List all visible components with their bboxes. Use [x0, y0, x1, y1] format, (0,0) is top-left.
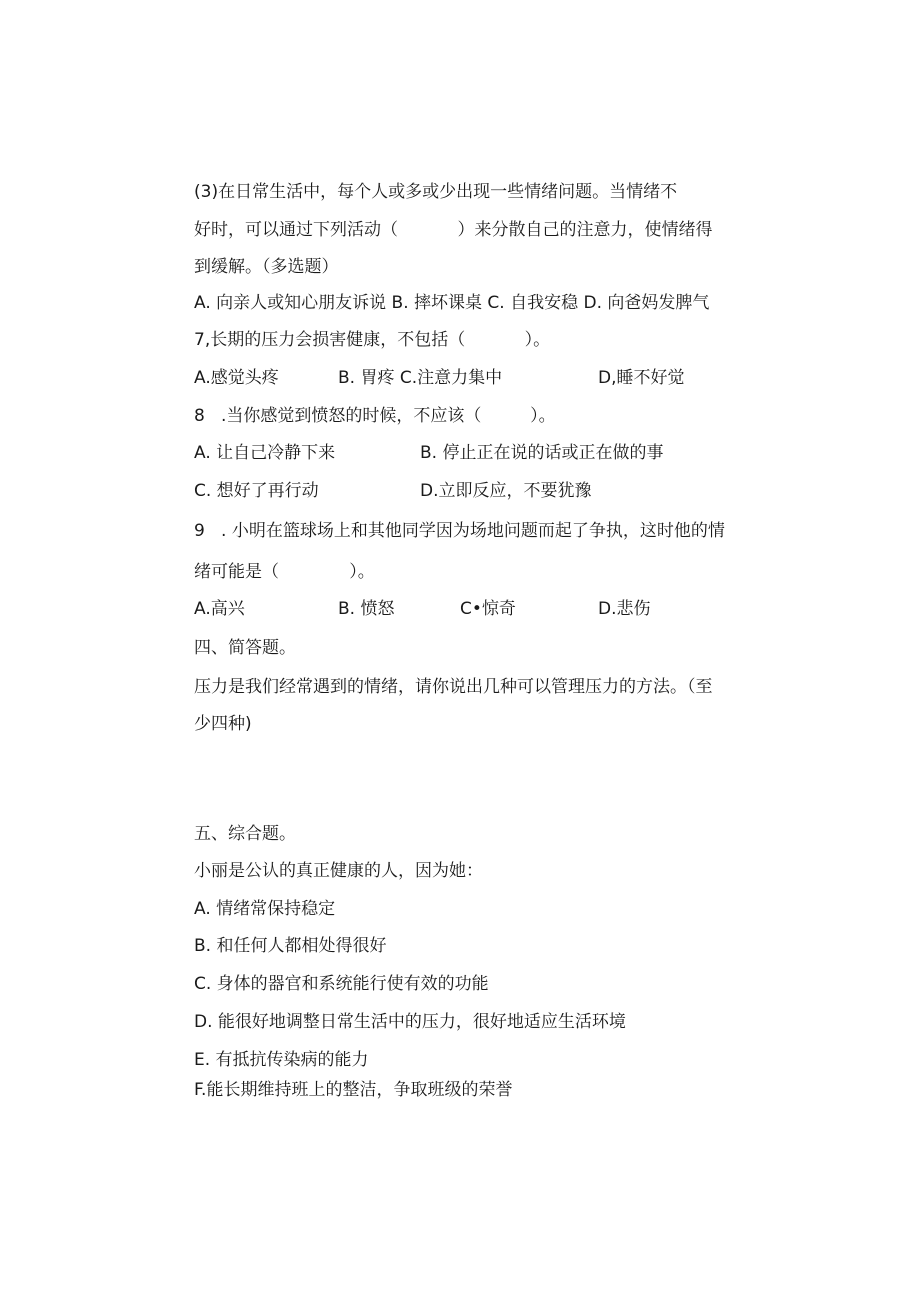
q9-option-b: B. 愤怒	[338, 599, 395, 619]
q9-option-c: C•惊奇	[460, 599, 516, 619]
q7-option-bc: B. 胃疼 C.注意力集中	[338, 368, 503, 388]
section5-item-b: B. 和任何人都相处得很好	[194, 936, 387, 956]
q9-stem-line2: 绪可能是（ ）。	[194, 562, 375, 582]
q7-option-d: D,睡不好觉	[598, 368, 685, 388]
q8-option-d: D.立即反应，不要犹豫	[420, 481, 592, 501]
section5-intro: 小丽是公认的真正健康的人，因为她：	[194, 861, 483, 881]
q3-stem-line3: 到缓解。（多选题）	[194, 257, 339, 277]
q7-stem: 7,长期的压力会损害健康，不包括（ ）。	[194, 330, 551, 350]
q3-stem-line1: (3)在日常生活中，每个人或多或少出现一些情绪问题。当情绪不	[194, 182, 678, 202]
q3-options: A. 向亲人或知心朋友诉说 B. 摔坏课桌 C. 自我安稳 D. 向爸妈发脾气	[194, 293, 710, 313]
section5-item-c: C. 身体的器官和系统能行使有效的功能	[194, 974, 489, 994]
q8-option-c: C. 想好了再行动	[194, 481, 319, 501]
section5-item-f: F.能长期维持班上的整洁，争取班级的荣誉	[194, 1080, 513, 1100]
q8-option-b: B. 停止正在说的话或正在做的事	[420, 443, 664, 463]
q8-stem: 8 .当你感觉到愤怒的时候，不应该（ ）。	[194, 406, 556, 426]
q9-option-a: A.高兴	[194, 599, 245, 619]
q8-option-a: A. 让自己冷静下来	[194, 443, 336, 463]
q7-option-a: A.感觉头疼	[194, 368, 279, 388]
section4-heading: 四、简答题。	[194, 638, 296, 658]
section5-item-e: E. 有抵抗传染病的能力	[194, 1050, 369, 1070]
q3-stem-line2: 好时，可以通过下列活动（ ）来分散自己的注意力，使情绪得	[194, 220, 713, 240]
section5-item-a: A. 情绪常保持稳定	[194, 899, 336, 919]
q9-option-d: D.悲伤	[598, 599, 651, 619]
section4-prompt-line1: 压力是我们经常遇到的情绪，请你说出几种可以管理压力的方法。（至	[194, 677, 713, 697]
q9-stem-line1: 9 . 小明在篮球场上和其他同学因为场地问题而起了争执，这时他的情	[194, 521, 725, 541]
section5-item-d: D. 能很好地调整日常生活中的压力，很好地适应生活环境	[194, 1012, 626, 1032]
section5-heading: 五、综合题。	[194, 824, 296, 844]
section4-prompt-line2: 少四种)	[194, 714, 252, 734]
